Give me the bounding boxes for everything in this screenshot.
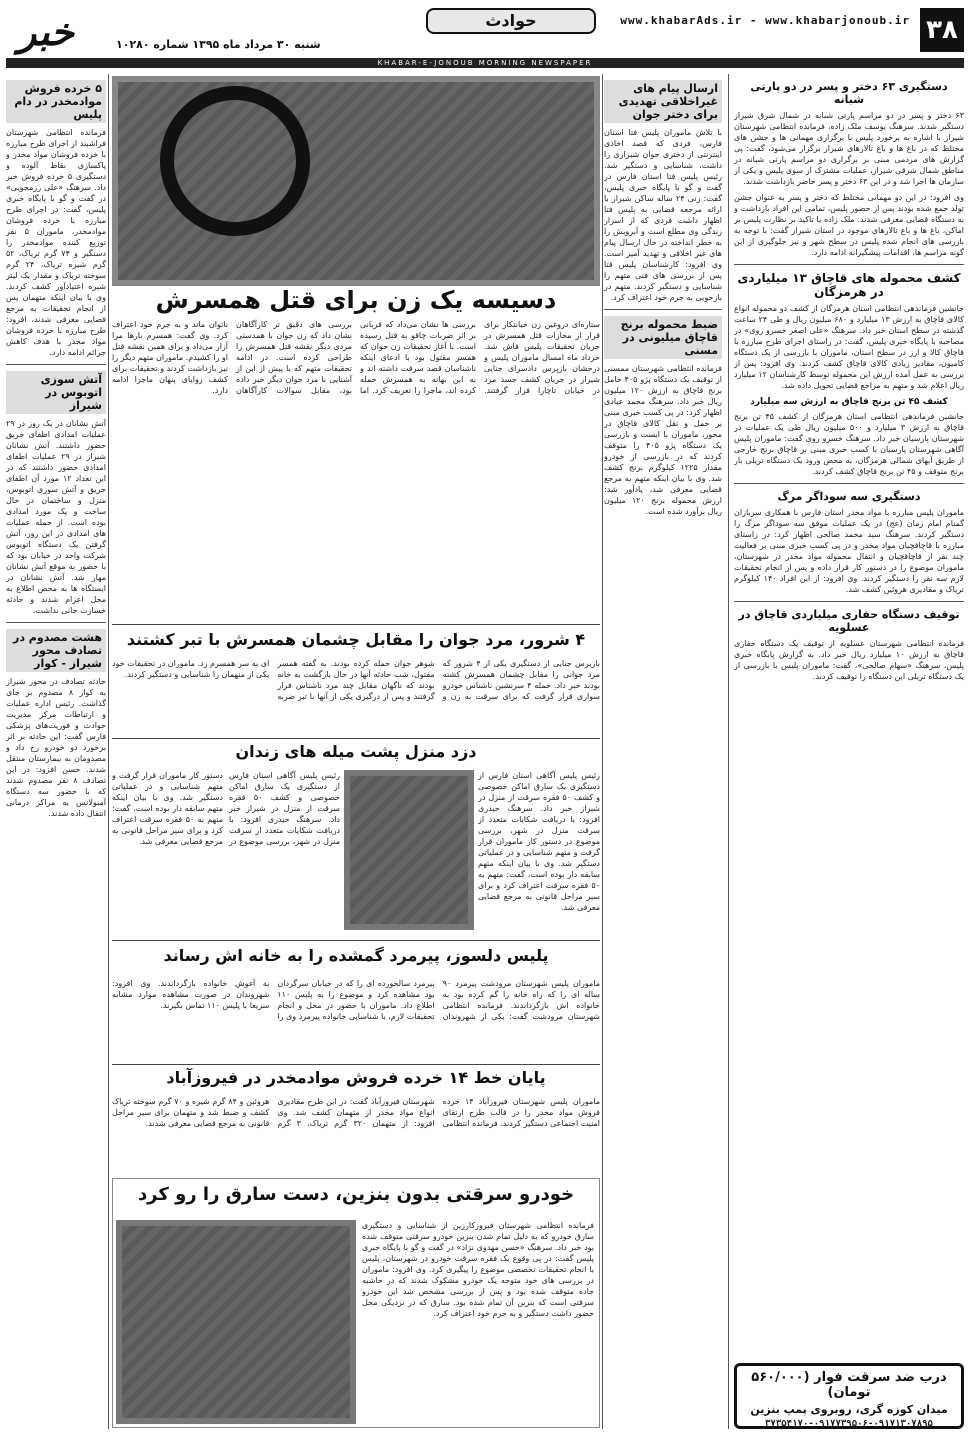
story-title: هشت مصدوم در تصادف محور شیراز - کوار [6, 629, 106, 672]
story-body: فرمانده انتظامی شهرستان فراشبند از اجرای طرح مبارزه با خرده فروشان مواد مخدر و پاکسازی نقاط آلوده و دستگیری ۵ خرده فروش خبر داد. سرهنگ «علی رزمجویی» در گفت و گو با پایگاه خبری پلیس، گفت: در اجرای طرح مبارزه با خرده فروشان موادمخدر، ماموران ۵ نفر توزیع کننده موادمخدر را دستگیر و ۷۴ گرم تریاک، ۵۲ گرم شیره تریاک، ۲۴ گرم سوخته تریاک و مقدار یک لیتر شیره اعتیادآور کشف کردند. وی با بیان اینکه متهمان پس از انجام تحقیقات به مرجع قضایی معرفی شدند، افزود: طرح مبارزه با خرده فروشان مواد مخدر با هدف کاهش جرائم ادامه دارد. [6, 128, 106, 357]
story-body: ماموران پلیس مبارزه با مواد مخدر استان فارس با همکاری سربازان گمنام امام زمان (عج) در یک عملیات موفق سه سوداگر مرگ را دستگیر کردند. سرهنگ سید محمد صالحی اظهار کرد: در راستای مبارزه با قاچاقچیان مواد مخدر و در پی کسب خبری مبنی بر فعالیت چند نفر از قاچاقچیان و انتقال محموله مواد مخدر در شهرستان، ماموران موضوع را در دستور کار قرار داده و پس از انجام تحقیقات لازم سه نفر را دستگیر کردند. وی افزود: از این افراد ۱۴۰ کیلوگرم تریاک و مقادیری هروئین کشف شد. [734, 508, 964, 594]
divider [112, 738, 600, 739]
masthead [6, 8, 964, 58]
divider [734, 483, 964, 484]
story-headline: پلیس دلسوز، پیرمرد گمشده را به خانه اش رساند [163, 946, 549, 965]
story-title: ضبط محموله برنج قاچاق میلیونی در مسنی [604, 316, 722, 359]
main-area [112, 74, 600, 1429]
side-column [604, 74, 722, 1429]
issue-date: شنبه ۳۰ مرداد ماه ۱۳۹۵ شماره ۱۰۲۸۰ [116, 38, 321, 51]
story-headline: پایان خط ۱۴ خرده فروش موادمخدر در فیروزآباد [166, 1068, 546, 1087]
story-body: جانشین فرماندهی انتظامی استان هرمزگان از کشف دو محموله انواع کالای قاچاق به ارزش ۱۳ میلیارد و ۶۸۰ میلیون ریال و طی ۲۴ ساعت گذشته در سطح استان خبر داد. سرهنگ «علی اصغر خسرو روی» در مصاحبه با پایگاه خبری پلیس، گفت: در راستای اجرای طرح مبارزه با قاچاق کالا و ارز در سطح استان، ماموران با بازرسی از یک دستگاه کامیون، مقادیر زیادی کالای قاچاق کشف کردند. وی افزود: پس از بررسی به عمل آمده ارزش این محموله توسط کارشناسان ۱۲ میلیارد ریال اعلام شد و متهم به مراجع قضایی تحویل داده شد. [734, 304, 964, 390]
story-body: آتش نشانان در یک روز در ۲۹ عملیات امدادی اطفای حریق حضور داشتند. آتش نشانان شیراز در ۲۹ عملیات اطفای امدادی حضور داشتند که در این تعداد ۱۲ مورد آن اطفای حریق و آتش سوزی اتوبوس، منزل و ساختمان در حال ساخت و یک مورد امدادی بوده است. از جمله عملیات های امدادی در این روز، آتش گرفتن یک دستگاه اتوبوس شرکت واحد در خیابان بود که با حضور به موقع آتش نشانان مهار شد. آتش نشانان در ایستگاه ها به محض اطلاع به محل اعزام شدند و حادثه خسارت جانی نداشت. [6, 419, 106, 615]
story-body: ماموران پلیس شهرستان فیروزآباد ۱۴ خرده فروش مواد مخدر را در قالب طرح ارتقای امنیت اجتماعی دستگیر کردند. فرمانده انتظامی شهرستان فیروزآباد گفت: در این طرح مقادیری انواع مواد مخدر از متهمان کشف شد. وی افزود: از متهمان ۳۲۰ گرم تریاک، ۳ گرم هروئین و ۸۴ گرم شیره و ۷۰ گرم سوخته تریاک کشف و ضبط شد و متهمان برای سیر مراحل قانونی به مرجع قضایی معرفی شدند. [112, 1097, 600, 1128]
newspaper-logo: خبر [18, 9, 74, 54]
right-column [734, 74, 964, 1349]
story-body: وی افزود: در این دو مهمانی مختلط که دختر و پسر به عنوان جشن تولد جمع شده بودند پس از حضور پلیس، تمامی این افراد بازداشت و به دستگاه قضایی معرفی شدند. ملک زاده با تاکید بر نظارت پلیس بر اماکن، باغ ها و باغ تالارهای موجود در استان شیراز گفت: با توجه به بازرسی های انجام شده پلیس در سطح شهر و نیز جلوگیری از این گونه مراسم ها، اقدامات پیشگیرانه ادامه دارد. [734, 193, 964, 257]
ad-line: میدان کوزه گری، روبروی پمپ بنزین [750, 1403, 948, 1416]
lead-body: ستاره‌ای دروغین زن خیانتکار برای قرار از مجازات قتل همسرش در جریان تحقیقات پلیس فاش شد. خرداد ماه امسال ماموران پلیس و درخشان بازپرس دادسرای جنایی شیراز در جریان کشف جسد مرد در خیابان تاچارا قرار گرفتند. بررسی ها نشان می‌داد که قربانی بر اثر ضربات چاقو به قتل رسیده است. با آغاز تحقیقات زن جوان که همسر مقتول بود با ادعای اینکه ناشناسان قصد سرقت داشته اند و به این بهانه به همسرش حمله کرده اند، ماجرا را تعریف کرد. اما بررسی های دقیق تر کارآگاهان نشان داد که زن جوان با همدستی مردی دیگر نقشه قتل همسرش را طراحی کرده است. در ادامه تحقیقات متهم که با پیش از این از آشنایی با مرد جوان دیگر خبر داده بود، مقابل سوالات کارآگاهان ناتوان ماند و به جرم خود اعتراف کرد. وی گفت: همسرم بارها مرا آزار می‌داد و برای همین نقشه قتل او را کشیدم. ماموران متهم دیگر را نیز بازداشت کردند و تحقیقات برای کشف زوایای پنهان ماجرا ادامه دارد. [112, 320, 600, 395]
ad-phone: ۳۷۳۵۴۱۷۰-۰۹۱۷۷۳۹۵۰۶-۰۹۱۷۱۳۰۷۸۹۵ [765, 1419, 933, 1429]
story-body: رئیس پلیس آگاهی استان فارس از دستگیری یک سارق اماکن خصوصی و کشف ۵۰ فقره سرقت از منزل در شیراز خبر داد. سرهنگ حیدری افزود: با دریافت شکایات متعدد از سرقت منزل در شهر، بررسی موضوع در دستور کار ماموران قرار گرفت و متهم شناسایی و در عملیاتی دستگیر شد. وی با بیان اینکه متهم سابقه دار بوده است، گفت: متهم به ۵۰ فقره سرقت اعتراف کرد و برای سیر مراحل قانونی به مرجع قضایی معرفی شد. [478, 771, 600, 912]
page-number: ۳۸ [920, 8, 964, 52]
story-body: ۶۳ دختر و پسر در دو مراسم پارتی شبانه در شمال شرق شیراز دستگیر شدند. سرهنگ یوسف ملک زاده، فرمانده انتظامی شهرستان شیراز با اشاره به برخورد پلیس با برگزاری مهمانی ها و جشن های مختلط که در باغ ها و باغ تالارهای شیراز برگزار می‌شود، گفت: پی گزارش های مردمی مبنی بر برگزاری دو مراسم پارتی شبانه در مناطق شمال شرقی شیراز، عملیات مشترک از سوی پلیس و یکی از سازمان ها اجرا شد و در این ۶۳ دختر و پسر حاضر بازداشت شدند. [734, 111, 964, 186]
story-body: حادثه تصادف در محور شیراز به کوار ۸ مصدوم بر جای گذاشت. رئیس اداره عملیات و ارتباطات مرکز مدیریت حوادث و فوریت‌های پزشکی فارس گفت: این حادثه بر اثر برخورد دو خودرو رخ داد و مصدومان به بیمارستان منتقل شدند. حسن افزود: در این تصادف ۸ نفر مصدوم شدند که با حضور سه دستگاه آمبولانس به مراکز درمانی انتقال داده شدند. [6, 677, 106, 818]
divider [112, 1064, 600, 1065]
column-rule [108, 74, 109, 1429]
story-photo [116, 1220, 356, 1424]
masthead-bar: KHABAR-E-JONOUB MORNING NEWSPAPER [6, 58, 964, 68]
advertisement-box [734, 1363, 964, 1429]
website-address: www.khabarAds.ir - www.khabarjonoub.ir [620, 14, 910, 27]
circle-graphic [160, 86, 310, 236]
story-title: کشف محموله های قاچاق ۱۳ میلیاردی در هرمزگان [737, 271, 961, 299]
story-body: با تلاش ماموران پلیس فتا استان فارس، فردی که قصد اخاذی اینترنتی از دختری جوان شیرازی را داشت، شناسایی و دستگیر شد. رئیس پلیس فتا استان فارس در گفت و گو با پایگاه خبری پلیس، گفت: زنی ۲۴ ساله ساکن شیراز با ارائه مرجعه قضایی به پلیس فتا اظهار داشت فردی که از اسرار زندگی وی مطلع است و آبرویش را به خطر انداخته در حال ارسال پیام های غیر اخلاقی و تهدید آمیز است. وی افزود: کارشناسان پلیس فتا پس از بررسی های فنی متهم را شناسایی و دستگیر کردند. متهم در بازجویی به جرم خود اعتراف کرد. [604, 128, 722, 302]
story-subtitle: کشف ۴۵ تن برنج قاچاق به ارزش سه میلیارد [750, 397, 948, 407]
story-title: توقیف دستگاه حفاری میلیاردی قاچاق در عسلویه [738, 608, 960, 634]
story-headline: خودرو سرقتی بدون بنزین، دست سارق را رو کرد [137, 1184, 575, 1205]
story-body: رئیس پلیس آگاهی استان فارس از دستگیری یک سارق اماکن خصوصی و کشف ۵۰ فقره سرقت از منزل در شیراز خبر داد. سرهنگ حیدری افزود: با دریافت شکایات متعدد از سرقت منزل در شهر، بررسی موضوع در دستور کار ماموران قرار گرفت و متهم شناسایی و در عملیاتی دستگیر شد. وی با بیان اینکه متهم سابقه دار بوده است، گفت: متهم به ۵۰ فقره سرقت اعتراف کرد و برای سیر مراحل قانونی به مرجع قضایی معرفی شد. [112, 771, 340, 846]
story-body: فرمانده انتظامی شهرستان ممسنی از توقیف یک دستگاه پژو ۴۰۵ حامل برنج قاچاق به ارزش ۱۲۰ میلیون ریال خبر داد. سرهنگ محمد عبادی اظهار کرد: در پی کسب خبری مبنی بر حمل و نقل کالای قاچاق در محور، ماموران با ایست و بازرسی یک دستگاه پژو ۴۰۵ را متوقف کردند که در بازرسی از خودرو مقدار ۱۲۲۵ کیلوگرم برنج کشف شد. وی با بیان اینکه متهم به مرجع قضایی معرفی شد، یادآور شد: ارزش محموله برنج ۱۲۰ میلیون ریال برآورد شده است. [604, 364, 722, 516]
lead-headline: دسیسه یک زن برای قتل همسرش [155, 286, 557, 314]
story-title: ۵ خرده فروش موادمخدر در دام پلیس [6, 80, 106, 123]
section-title: حوادث [426, 8, 596, 34]
story-body: ماموران پلیس شهرستان مرودشت پیرمرد ۹۰ ساله ای را که راه خانه را گم کرده بود به خانواده اش بازگرداندند. فرمانده انتظامی شهرستان مرودشت گفت: یکی از شهروندان پیرمرد سالخورده ای را که در خیابان سرگردان بود مشاهده کرد و موضوع را به پلیس ۱۱۰ اطلاع داد. ماموران با حضور در محل و انجام تحقیقات لازم، با شناسایی خانواده پیرمرد وی را به آغوش خانواده بازگرداندند. وی افزود: شهروندان در صورت مشاهده موارد مشابه سریعا با پلیس ۱۱۰ تماس بگیرند. [112, 979, 600, 1021]
left-column [6, 74, 106, 1429]
story-headline: ۴ شرور، مرد جوان را مقابل چشمان همسرش با تبر کشتند [126, 630, 586, 649]
story-photo [344, 770, 474, 930]
divider [6, 364, 106, 365]
story-title: دستگیری ۶۳ دختر و پسر در دو پارتی شبانه [750, 80, 948, 106]
story-body: فرمانده انتظامی شهرستان عسلویه از توقیف یک دستگاه حفاری قاچاق به ارزش ۱۰ میلیارد ریال خبر داد. به گزارش پایگاه خبری پلیس، سرهنگ «سهام صالحی»، گفت: ماموران پلیس با بازرسی از یک دستگاه تریلی این دستگاه را توقیف کردند. [734, 639, 964, 681]
divider [734, 264, 964, 265]
divider [112, 940, 600, 941]
story-body: بازپرس جنایی از دستگیری یکی از ۴ شرور که مرد جوانی را مقابل چشمان همسرش کشته بودند خبر داد. حمله ۴ سرنشین ناشناس خودرو سواری قرار گرفت که برای سرقت به زن و شوهر جوان حمله کرده بودند. به گفته همسر مقتول، شب حادثه آنها در حال بازگشت به خانه بودند که ناگهان مقابل چند مرد ناشناس قرار گرفتند و پس از درگیری یکی از آنها با تبر ضربه ای به سر همسرم زد. ماموران در تحقیقات خود یکی از متهمان را شناسایی و دستگیر کردند. [112, 659, 600, 701]
story-body: فرمانده انتظامی شهرستان فیروزکارزین از شناسایی و دستگیری سارق خودرو که به دلیل تمام شدن بنزین خودرو سرقتی متوقف شده بود خبر داد. سرهنگ «حسن مهدوی نژاد» در گفت و گو با پایگاه خبری پلیس گفت: در پی وقوع یک فقره سرقت خودرو در شهرستان، پلیس با انجام تحقیقات تخصصی موضوع را پیگیری کرد. وی افزود: ماموران در بررسی های خود متوجه یک خودرو مشکوک شدند که در حاشیه جاده متوقف شده بود و پس از بررسی مشخص شد این خودرو سرقتی است که بنزین آن تمام شده بود. سارق که در نزدیکی محل حضور داشت دستگیر و به جرم خود اعتراف کرد. [362, 1221, 594, 1318]
story-headline: دزد منزل پشت میله های زندان [235, 742, 477, 761]
divider [6, 622, 106, 623]
divider [604, 309, 722, 310]
story-title: ارسال پیام های غیراخلاقی تهدیدی برای دختر جوان [604, 80, 722, 123]
ad-line: درب ضد سرقت فوار (۵۶۰/۰۰۰ تومان) [751, 1370, 947, 1400]
column-rule [602, 74, 603, 1429]
divider [112, 624, 600, 625]
story-title: آتش سوزی اتوبوس در شیراز [6, 371, 106, 414]
story-title: دستگیری سه سوداگر مرگ [777, 490, 921, 503]
story-body: جانشین فرماندهی انتظامی استان هرمزگان از کشف ۴۵ تن برنج قاچاق به ارزش ۳ میلیارد و ۵۰۰ میلیون ریال طی یک عملیات در شهرستان پارسیان خبر داد. سرهنگ خسرو روی گفت: ماموران پلیس آگاهی شهرستان پارسیان با کسب خبری مبنی بر قاچاق برنج خارجی از طریق آبهای شمالی هرمزگان، به محض ورود یک دستگاه تریلی بار برنج متوقف و ۴۵ تن برنج قاچاق کشف کردند. [734, 412, 964, 476]
column-rule [728, 74, 729, 1429]
divider [734, 601, 964, 602]
